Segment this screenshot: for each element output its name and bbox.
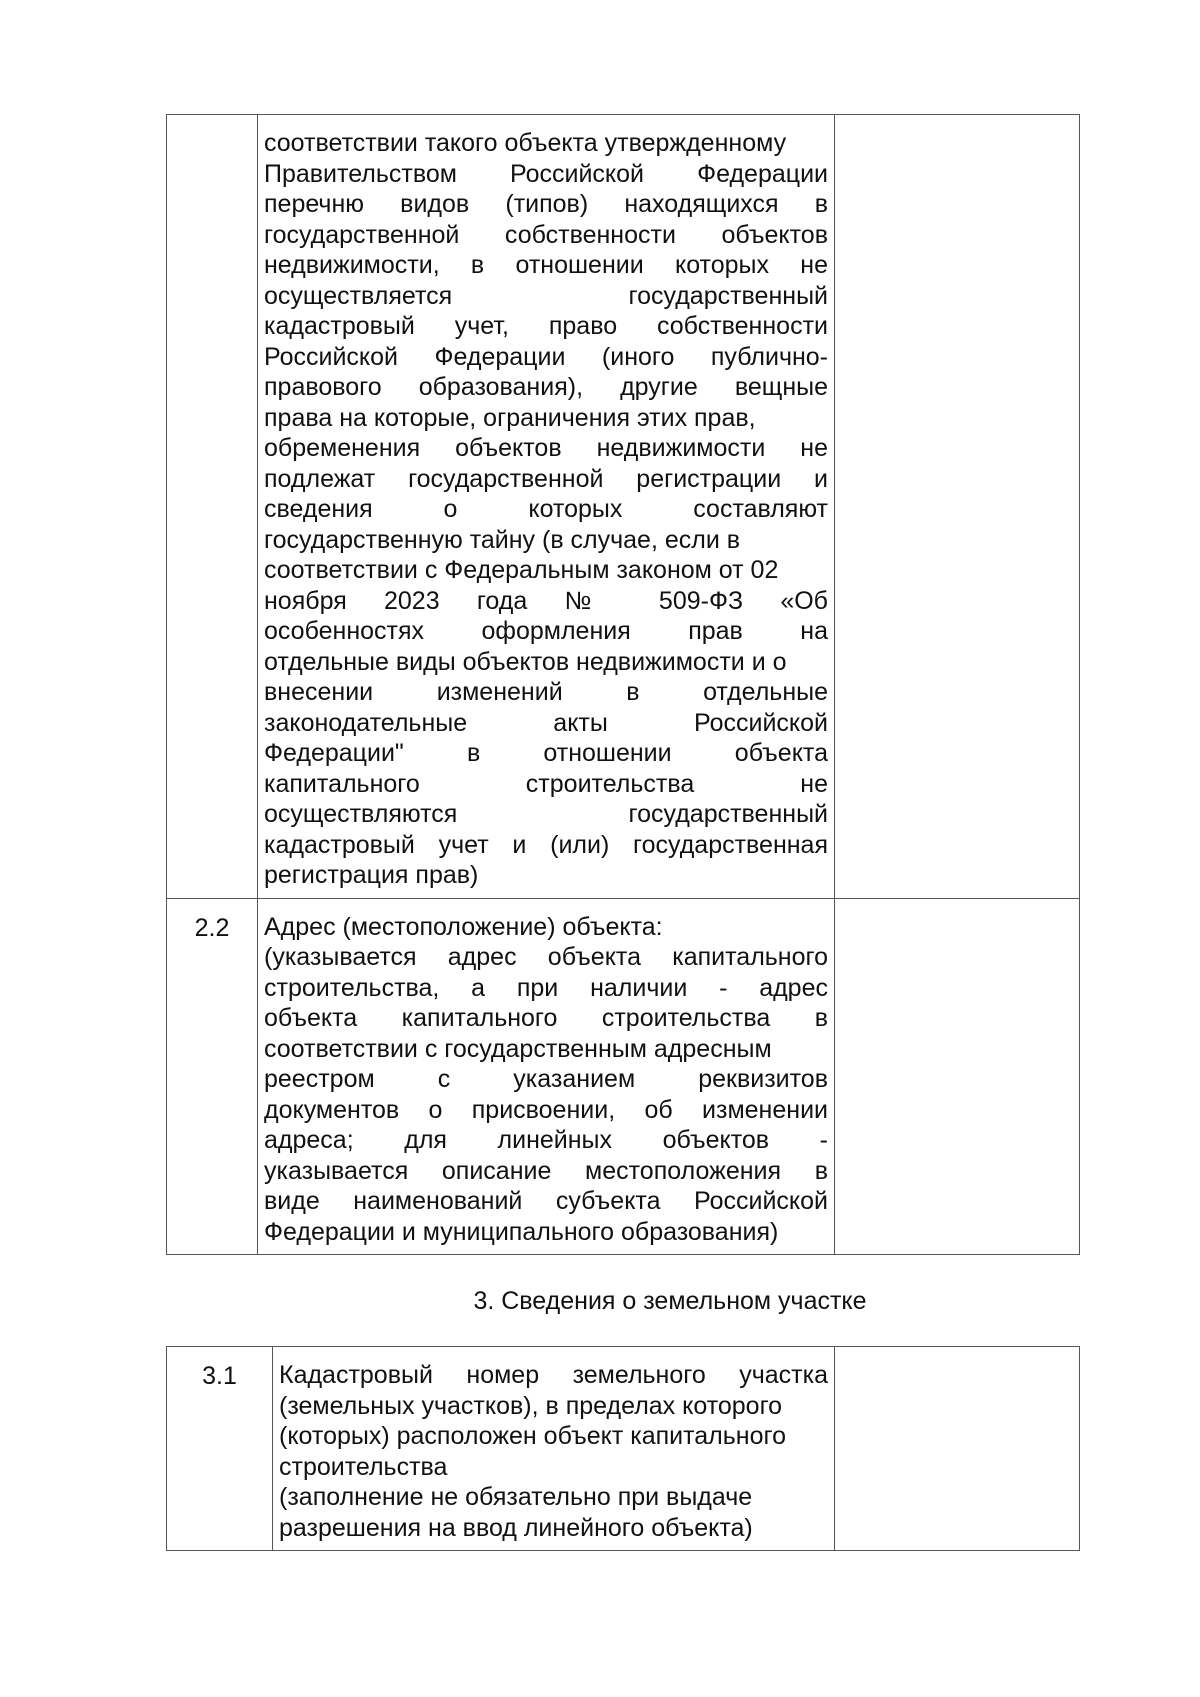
table-row xyxy=(167,115,1080,899)
info-table-section-2 xyxy=(166,114,1080,1255)
text-line: осуществляется государственный xyxy=(264,281,828,310)
text-line: (земельных участков), в пределах которого xyxy=(279,1391,783,1420)
row-description xyxy=(273,1347,835,1551)
text-line: осуществляются государственный xyxy=(264,800,828,828)
text-line: строительства xyxy=(279,1452,448,1481)
text-line: особенностях оформления прав на xyxy=(264,617,828,645)
text-line: Российской Федерации (иного публично- xyxy=(264,342,828,371)
text-line: реестром с указанием реквизитов xyxy=(264,1065,828,1093)
row-description xyxy=(258,898,835,1255)
info-table-section-3 xyxy=(166,1346,1080,1551)
text-line: (указывается адрес объекта капитального xyxy=(264,943,828,971)
text-line: регистрация прав) xyxy=(264,861,479,889)
text-line: Правительством Российской Федерации xyxy=(264,159,828,188)
text-line: Адрес (местоположение) объекта: xyxy=(264,912,663,941)
text-line: обременения объектов недвижимости не xyxy=(264,434,828,462)
text-line: Федерации" в отношении объекта xyxy=(264,739,828,767)
text-line: соответствии с государственным адресным xyxy=(264,1034,772,1063)
section-heading: 3. Сведения о земельном участке xyxy=(473,1287,867,1315)
text-line: адреса; для линейных объектов - xyxy=(264,1126,828,1154)
text-line: указывается описание местоположения в xyxy=(264,1156,828,1185)
row-value-cell[interactable] xyxy=(835,898,1080,1255)
text-line: виде наименований субъекта Российской xyxy=(264,1187,828,1215)
table-row xyxy=(167,898,1080,1255)
row-number: 2.2 xyxy=(167,898,258,1255)
text-line: отдельные виды объектов недвижимости и о xyxy=(264,647,787,676)
text-line: объекта капитального строительства в xyxy=(264,1004,828,1032)
text-line: ноября 2023 года № 509-ФЗ «Об xyxy=(264,586,828,615)
row-description xyxy=(258,115,835,899)
text-line: строительства, а при наличии - адрес xyxy=(264,973,828,1002)
row-value-cell[interactable] xyxy=(835,1347,1080,1551)
text-line: разрешения на ввод линейного объекта) xyxy=(279,1513,753,1542)
text-line: внесении изменений в отдельные xyxy=(264,678,828,706)
row-value-cell[interactable] xyxy=(835,115,1080,899)
text-line: (которых) расположен объект капитального xyxy=(279,1422,786,1450)
text-line: соответствии такого объекта утвержденному xyxy=(264,129,787,157)
text-line: перечню видов (типов) находящихся в xyxy=(264,190,828,218)
text-line: правового образования), другие вещные xyxy=(264,373,828,401)
text-line: законодательные акты Российской xyxy=(264,708,828,737)
text-line: государственной собственности объектов xyxy=(264,220,828,249)
text-line: кадастровый учет, право собственности xyxy=(264,312,828,340)
text-line: капитального строительства не xyxy=(264,769,828,798)
table-row xyxy=(167,1347,1080,1551)
text-line: Федерации и муниципального образования) xyxy=(264,1217,779,1246)
text-line: сведения о которых составляют xyxy=(264,495,828,523)
text-line: Кадастровый номер земельного участка xyxy=(279,1361,828,1389)
text-line: недвижимости, в отношении которых не xyxy=(264,251,828,279)
text-line: (заполнение не обязательно при выдаче xyxy=(279,1483,753,1511)
text-line: кадастровый учет и (или) государственная xyxy=(264,830,828,859)
row-number: 3.1 xyxy=(167,1347,273,1551)
text-line: права на которые, ограничения этих прав, xyxy=(264,403,756,432)
text-line: документов о присвоении, об изменении xyxy=(264,1095,828,1124)
row-number xyxy=(167,115,258,899)
text-line: соответствии с Федеральным законом от 02 xyxy=(264,556,779,584)
text-line: подлежат государственной регистрации и xyxy=(264,464,828,493)
text-line: государственную тайну (в случае, если в xyxy=(264,525,741,554)
